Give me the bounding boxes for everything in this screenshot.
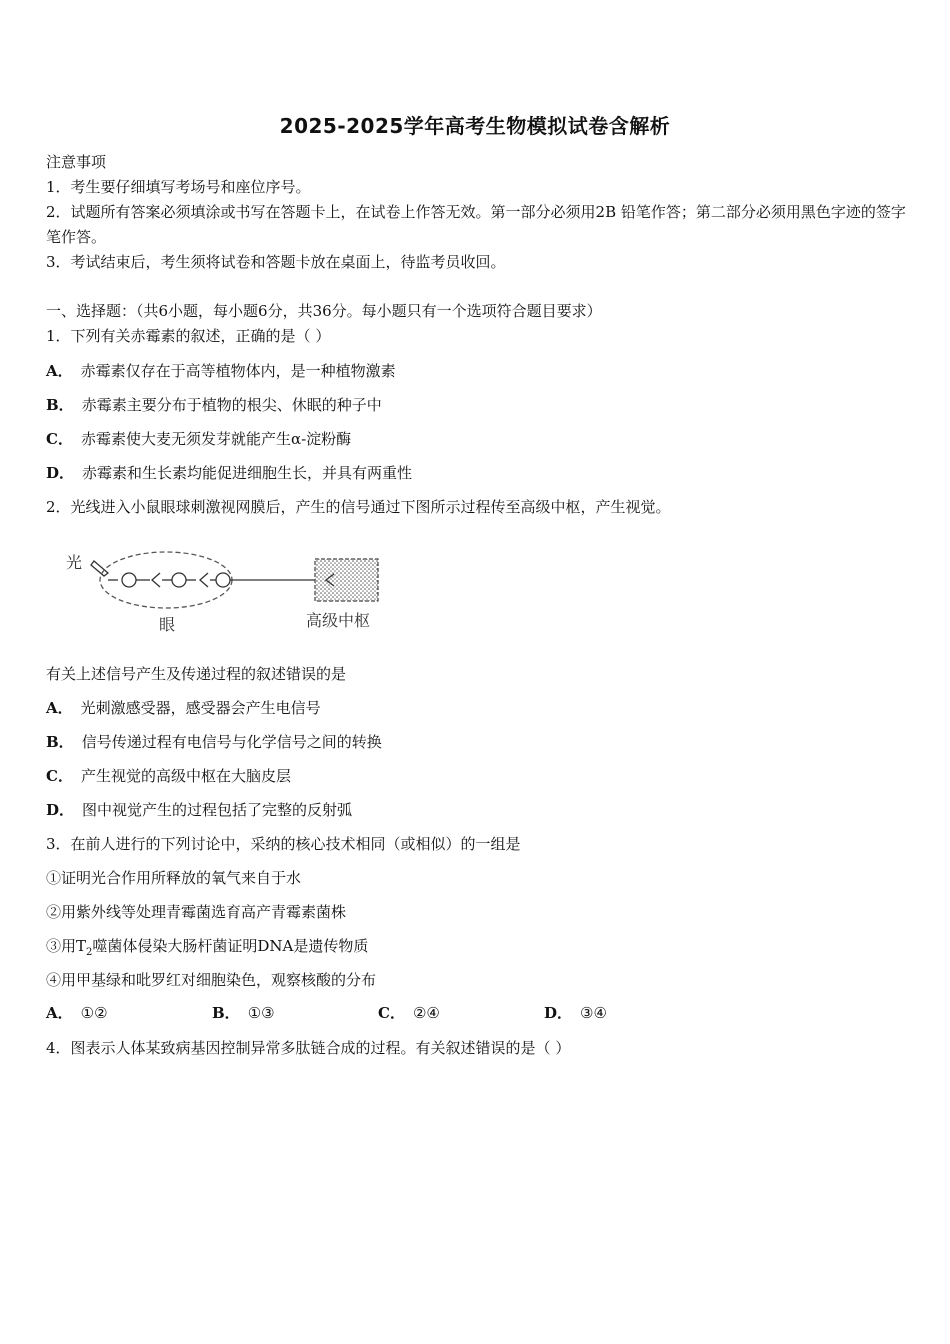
option-letter: A． [46, 699, 73, 717]
q1-option-c [46, 429, 351, 449]
light-label: 光 [66, 553, 83, 572]
q1-stem: 1．下列有关赤霉素的叙述，正确的是（ ） [46, 327, 331, 345]
q1-option-a [46, 361, 396, 381]
q2-stem: 2．光线进入小鼠眼球刺激视网膜后，产生的信号通过下图所示过程传至高级中枢，产生视觉。 [46, 498, 671, 516]
synapse-1 [152, 573, 160, 587]
option-text: 信号传递过程有电信号与化学信号之间的转换 [81, 733, 382, 751]
option-letter: A． [46, 1004, 73, 1022]
option-letter: B． [46, 733, 74, 751]
option-text: 光刺激感受器，感受器会产生电信号 [80, 699, 321, 717]
option-text: 赤霉素仅存在于高等植物体内，是一种植物激素 [80, 362, 396, 380]
center-label: 高级中枢 [306, 611, 371, 630]
q3-item-3 [46, 936, 368, 963]
option-text: 赤霉素使大麦无须发芽就能产生α-淀粉酶 [80, 430, 352, 448]
option-letter: B． [46, 396, 74, 414]
q2-option-d [46, 800, 352, 820]
option-text: 图中视觉产生的过程包括了完整的反射弧 [82, 801, 353, 819]
option-text: ①③ [247, 1004, 275, 1022]
higher-center-box [315, 559, 378, 601]
q3-item-4: ④用甲基绿和吡罗红对细胞染色，观察核酸的分布 [46, 971, 377, 989]
q2-option-c [46, 766, 291, 786]
q3-item-2: ②用紫外线等处理青霉菌选育高产青霉素菌株 [46, 903, 347, 921]
receptor-icon [91, 561, 108, 576]
q3-options [46, 1003, 710, 1023]
notice-item-3: 3．考试结束后，考生须将试卷和答题卡放在桌面上，待监考员收回。 [46, 253, 506, 271]
item-suffix: 噬菌体侵染大肠杆菌证明DNA是遗传物质 [92, 937, 369, 955]
option-letter: A． [46, 362, 73, 380]
q3-option-b [212, 1003, 378, 1023]
item-prefix: ③用T [46, 937, 87, 955]
option-letter: C． [378, 1004, 405, 1022]
option-letter: C． [46, 430, 73, 448]
page-title: 2025-2025学年高考生物模拟试卷含解析 [279, 114, 671, 138]
q1-option-b [46, 395, 382, 415]
neuron-cell-2 [172, 573, 186, 587]
option-text: 产生视觉的高级中枢在大脑皮层 [80, 767, 291, 785]
q2-prompt: 有关上述信号产生及传递过程的叙述错误的是 [46, 665, 347, 683]
eye-label: 眼 [159, 615, 176, 634]
q2-option-b [46, 732, 382, 752]
neuron-cell-1 [122, 573, 136, 587]
signal-pathway-diagram [60, 540, 400, 640]
item-subscript: 2 [86, 947, 93, 958]
q3-item-1: ①证明光合作用所释放的氧气来自于水 [46, 869, 302, 887]
option-letter: D． [46, 464, 75, 482]
section-heading: 一、选择题：（共6小题，每小题6分，共36分。每小题只有一个选项符合题目要求） [46, 302, 602, 320]
q3-option-a [46, 1003, 212, 1023]
option-letter: D． [544, 1004, 573, 1022]
option-text: 赤霉素主要分布于植物的根尖、休眠的种子中 [81, 396, 382, 414]
option-text: ①② [80, 1004, 108, 1022]
q3-stem: 3．在前人进行的下列讨论中，采纳的核心技术相同（或相似）的一组是 [46, 835, 521, 853]
notice-heading: 注意事项 [46, 153, 107, 171]
q2-option-a [46, 698, 321, 718]
q3-option-c [378, 1003, 544, 1023]
option-text: ③④ [580, 1004, 607, 1022]
notice-item-1: 1．考生要仔细填写考场号和座位序号。 [46, 178, 311, 196]
option-letter: C． [46, 767, 73, 785]
q3-option-d [544, 1003, 710, 1023]
neuron-cell-3 [216, 573, 230, 587]
option-text: ②④ [412, 1004, 440, 1022]
option-letter: D． [46, 801, 75, 819]
synapse-2 [200, 573, 208, 587]
option-text: 赤霉素和生长素均能促进细胞生长，并具有两重性 [82, 464, 413, 482]
option-letter: B． [212, 1004, 240, 1022]
notice-item-2: 2．试题所有答案必须填涂或书写在答题卡上，在试卷上作答无效。第一部分必须用2B 铅笔作答；第二部分必须用黑色字迹的签字笔作答。 [46, 203, 906, 246]
q4-stem: 4．图表示人体某致病基因控制异常多肽链合成的过程。有关叙述错误的是（ ） [46, 1039, 571, 1057]
q1-option-d [46, 463, 412, 483]
